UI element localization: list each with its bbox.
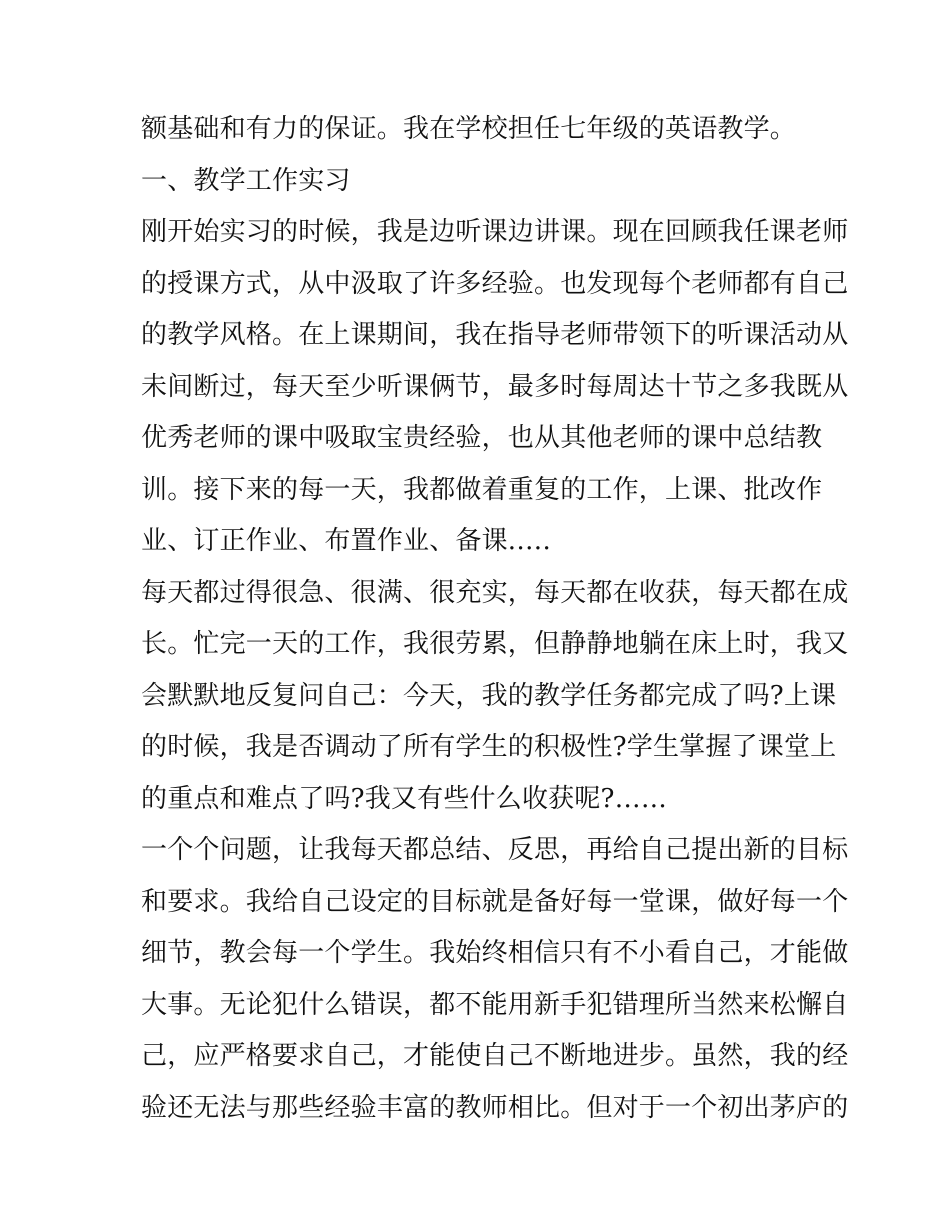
text-line: 细节，教会每一个学生。我始终相信只有不小看自己，才能做 bbox=[141, 938, 849, 968]
section-heading: 一、教学工作实习 bbox=[141, 165, 351, 196]
text-line: 和要求。我给自己设定的目标就是备好每一堂课，做好每一个 bbox=[141, 886, 849, 917]
text-line: 的授课方式，从中汲取了许多经验。也发现每个老师都有自己 bbox=[141, 268, 849, 299]
text-line: 一个个问题，让我每天都总结、反思，再给自己提出新的目标 bbox=[141, 835, 849, 865]
text-line: 每天都过得很急、很满、很充实，每天都在收获，每天都在成 bbox=[141, 577, 849, 608]
text-line: 刚开始实习的时候，我是边听课边讲课。现在回顾我任课老师 bbox=[141, 217, 849, 247]
text-line: 的重点和难点了吗?我又有些什么收获呢?…… bbox=[141, 783, 668, 814]
text-line: 大事。无论犯什么错误，都不能用新手犯错理所当然来松懈自 bbox=[141, 989, 849, 1020]
text-line: 的教学风格。在上课期间，我在指导老师带领下的听课活动从 bbox=[141, 320, 849, 350]
text-line: 验还无法与那些经验丰富的教师相比。但对于一个初出茅庐的 bbox=[141, 1092, 849, 1123]
text-line: 己，应严格要求自己，才能使自己不断地进步。虽然，我的经 bbox=[141, 1041, 849, 1071]
text-line: 未间断过，每天至少听课俩节，最多时每周达十节之多我既从 bbox=[141, 371, 849, 402]
text-line: 的时候，我是否调动了所有学生的积极性?学生掌握了课堂上 bbox=[141, 732, 837, 762]
text-line: 额基础和有力的保证。我在学校担任七年级的英语教学。 bbox=[141, 114, 797, 144]
text-line: 训。接下来的每一天，我都做着重复的工作，上课、批改作 bbox=[141, 474, 823, 505]
text-line: 业、订正作业、布置作业、备课.…. bbox=[141, 526, 551, 556]
body-text bbox=[141, 104, 849, 1134]
text-line: 长。忙完一天的工作，我很劳累，但静静地躺在床上时，我又 bbox=[141, 629, 849, 659]
text-line: 优秀老师的课中吸取宝贵经验，也从其他老师的课中总结教 bbox=[141, 423, 823, 453]
text-line: 会默默地反复问自己：今天，我的教学任务都完成了吗?上课 bbox=[141, 680, 837, 711]
